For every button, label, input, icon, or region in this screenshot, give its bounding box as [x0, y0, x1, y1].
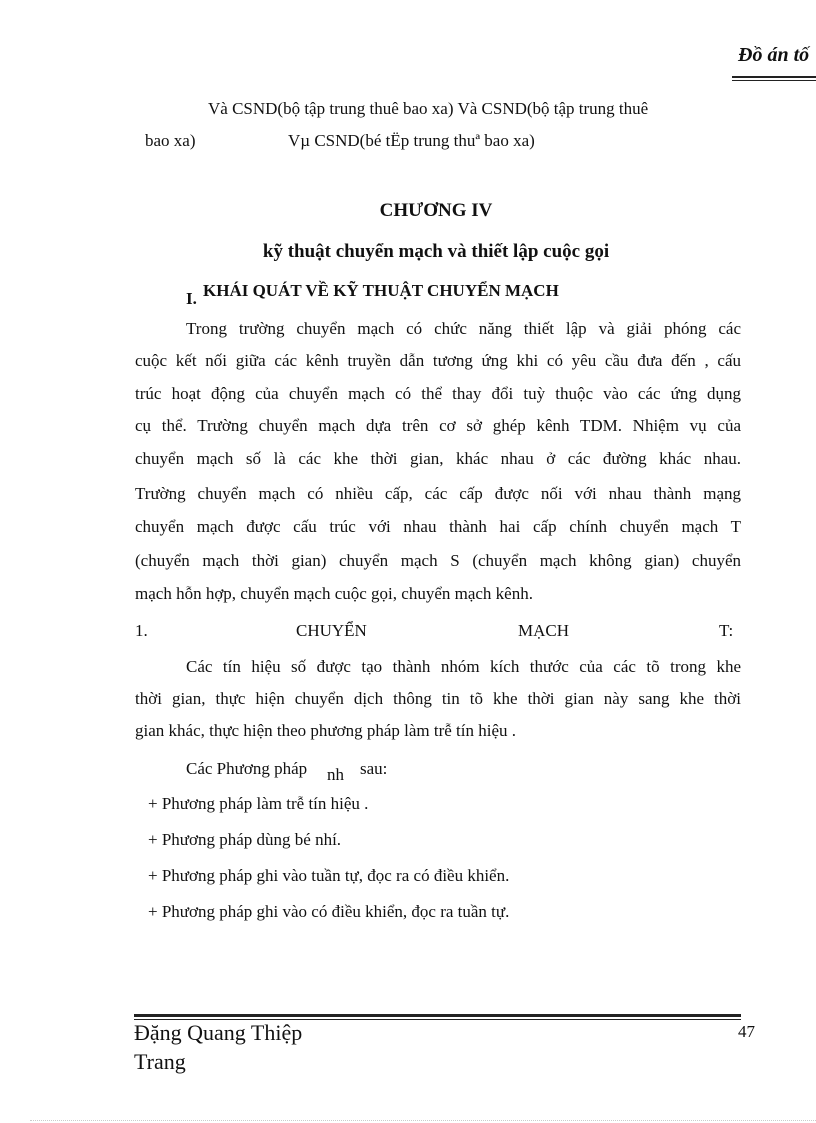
top-line-1: Và CSND(bộ tập trung thuê bao xa) Và CSND(bộ tập trung thuê [208, 99, 649, 118]
paragraph1-line-5: chuyển mạch số là các khe thời gian, khác nhau ở các đường khác nhau. [135, 449, 741, 468]
page-bottom-dotted-line [30, 1120, 816, 1121]
subsection-word-1: CHUYỂN [296, 621, 367, 640]
methods-intro-prefix: Các Phương pháp [186, 759, 308, 778]
paragraph1-last-line: mạch hỗn hợp, chuyển mạch cuộc gọi, chuyển mạch kênh. [135, 584, 533, 603]
document-header-title: Đồ án tố [738, 44, 810, 66]
section-number: I. [186, 289, 197, 308]
paragraph1-line-1: Trong trường chuyển mạch có chức năng thiết lập và giải phóng các [186, 319, 741, 338]
chapter-number: CHƯƠNG IV [379, 200, 493, 221]
paragraph2-line-1: Các tín hiệu số được tạo thành nhóm kích thước của các tõ trong khe [186, 657, 741, 676]
header-rule-thin [732, 80, 816, 81]
chapter-title: kỹ thuật chuyển mạch và thiết lập cuộc gọi [262, 241, 610, 262]
method-bullet-2: + Phương pháp dùng bé nhí. [148, 830, 342, 849]
method-bullet-3: + Phương pháp ghi vào tuần tự, đọc ra có điều khiển. [148, 866, 510, 885]
footer-author: Đặng Quang Thiệp [134, 1020, 303, 1045]
footer-rule-thick [134, 1014, 741, 1017]
methods-intro-sub: nh [327, 765, 344, 784]
section-title: KHÁI QUÁT VỀ KỸ THUẬT CHUYỂN MẠCH [203, 281, 559, 300]
top-line-2b: Vµ CSND(bé tËp trung thuª bao xa) [288, 131, 535, 150]
subsection-number: 1. [135, 621, 148, 640]
paragraph1-line-8: (chuyển mạch thời gian) chuyển mạch S (chuyển mạch không gian) chuyển [135, 551, 741, 570]
top-line-2a: bao xa) [145, 131, 196, 150]
method-bullet-1: + Phương pháp làm trễ tín hiệu . [148, 794, 369, 813]
paragraph1-line-4: cụ thể. Trường chuyển mạch dựa trên cơ sở ghép kênh TDM. Nhiệm vụ của [135, 416, 741, 435]
page-number: 47 [738, 1022, 755, 1041]
methods-intro-suffix: sau: [360, 759, 388, 778]
paragraph1-line-7: chuyển mạch được cấu trúc với nhau thành hai cấp chính chuyển mạch T [135, 517, 741, 536]
paragraph2-last-line: gian khác, thực hiện theo phương pháp làm trễ tín hiệu . [135, 721, 517, 740]
footer-trang: Trang [134, 1049, 186, 1074]
paragraph1-line-2: cuộc kết nối giữa các kênh truyền dẫn tương ứng khi có yêu cầu đưa đến , cấu [135, 351, 741, 370]
paragraph2-line-2: thời gian, thực hiện chuyển dịch thông tin tõ khe thời gian này sang khe thời [135, 689, 741, 708]
header-rule-thick [732, 76, 816, 78]
method-bullet-4: + Phương pháp ghi vào có điều khiển, đọc ra tuần tự. [148, 902, 510, 921]
paragraph1-line-6: Trường chuyển mạch có nhiều cấp, các cấp được nối với nhau thành mạng [135, 484, 741, 503]
paragraph1-line-3: trúc hoạt động của chuyển mạch có thể thay đổi tuỳ thuộc vào các ứng dụng [135, 384, 741, 403]
subsection-word-2: MẠCH [518, 621, 570, 640]
subsection-word-3: T: [719, 621, 734, 640]
